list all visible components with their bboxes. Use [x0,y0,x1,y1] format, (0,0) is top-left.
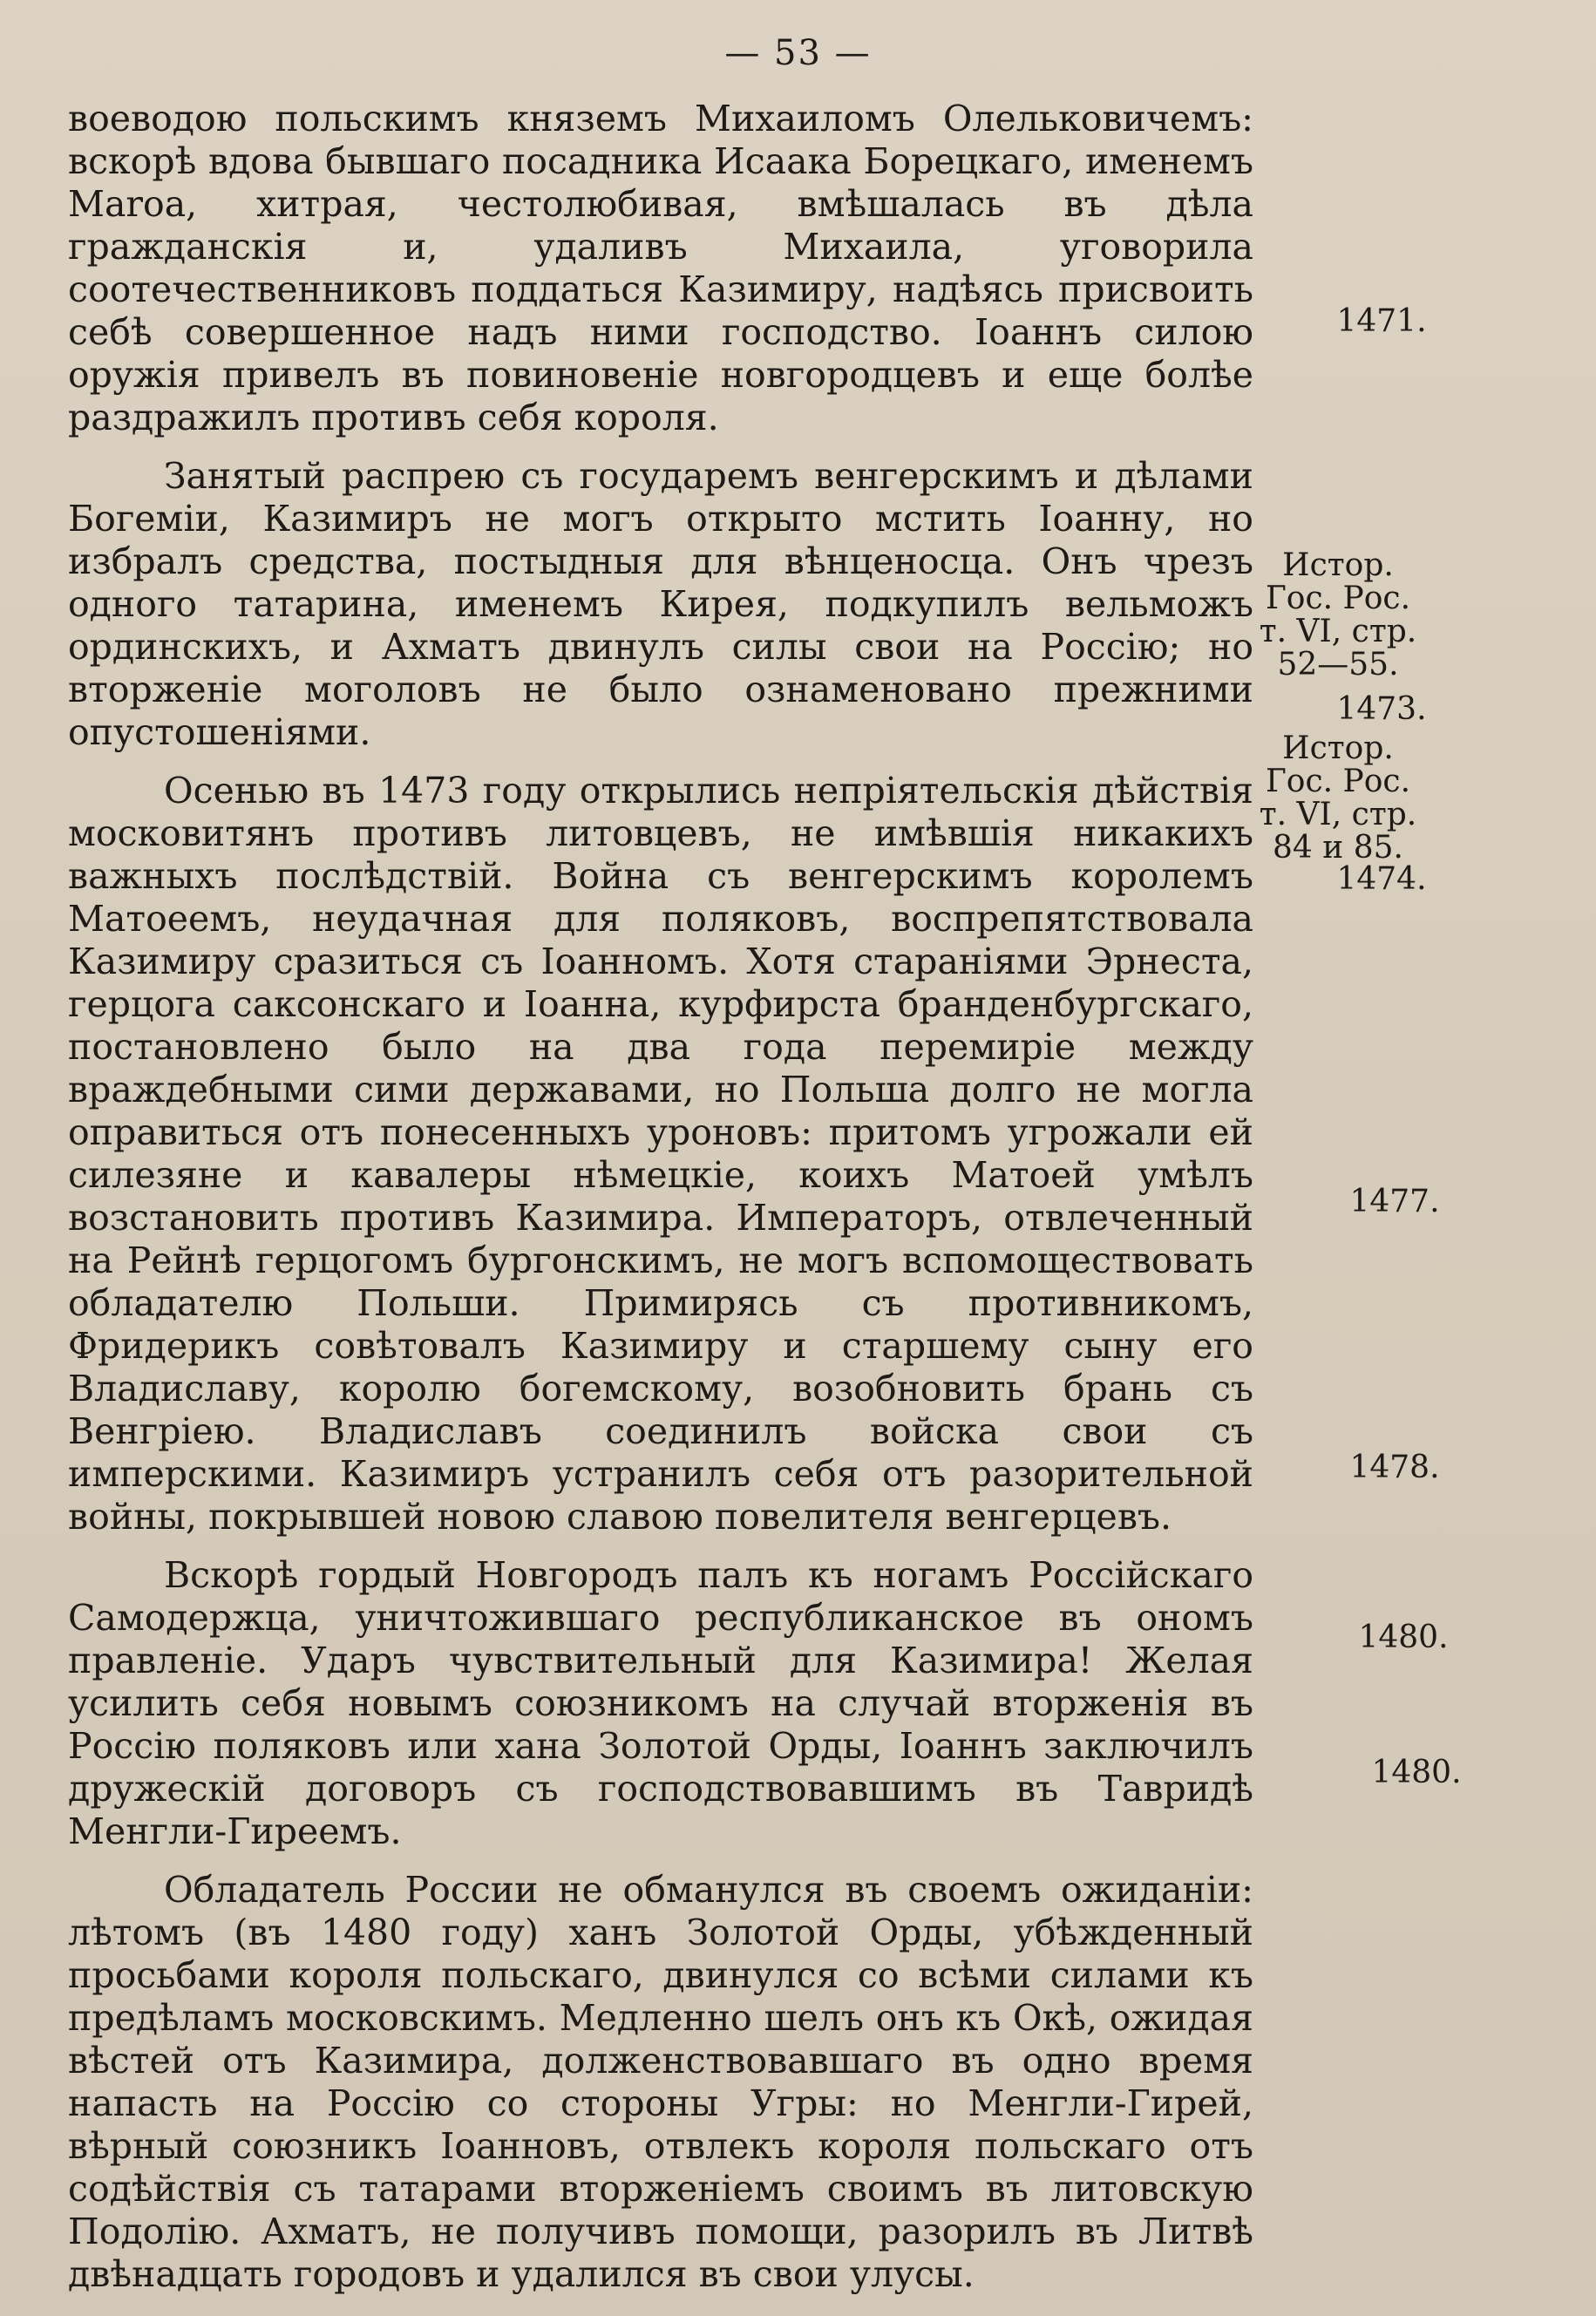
margin-note-year: 1471. [1336,303,1427,339]
paragraph-4: Вскорѣ гордый Новгородъ палъ къ ногамъ Россійскаго Самодержца, уничтожившаго республиканское въ ономъ правленіе. Ударъ чувствительный для Казимира! Желая усилить себя новымъ союзникомъ на случай вторженія въ Россію поляковъ или хана Золотой Орды, Іоаннъ заключилъ дружескій договоръ съ господствовавшимъ въ Тавридѣ Менгли-Гиреемъ. [68,1554,1253,1852]
paragraph-5: Обладатель России не обманулся въ своемъ ожиданіи: лѣтомъ (въ 1480 году) ханъ Золотой Орды, убѣжденный просьбами короля польскаго, двинулся со всѣми силами къ предѣламъ московскимъ. Медленно шелъ онъ къ Окѣ, ожидая вѣстей отъ Казимира, долженствовавшаго въ одно время напасть на Россію со стороны Угры: но Менгли-Гирей, вѣрный союзникъ Іоанновъ, отвлекъ короля польскаго отъ содѣйствія съ татарами вторженіемъ своимъ въ литовскую Подолію. Ахматъ, не получивъ помощи, разорилъ въ Литвѣ двѣнадцать городовъ и удалился въ свои улусы. [68,1869,1253,2295]
margin-note-year: 1478. [1349,1450,1440,1485]
margin-note-year: 1477. [1349,1184,1440,1219]
paragraph-2: Занятый распрею съ государемъ венгерскимъ и дѣлами Богеміи, Казимиръ не могъ открыто мстить Іоанну, но избралъ средства, постыдныя для вѣнценосца. Онъ чрезъ одного татарина, именемъ Кирея, подкупилъ вельможъ ординскихъ, и Ахматъ двинулъ силы свои на Россію; но вторженіе моголовъ не было ознаменовано прежними опустошеніями. [68,455,1253,753]
paragraph-1: воеводою польскимъ княземъ Михаиломъ Олельковичемъ: вскорѣ вдова бывшаго посадника Исаака Борецкаго, именемъ Маrоа, хитрая, честолюбивая, вмѣшалась въ дѣла гражданскія и, удаливъ Михаила, уговорила соотечественниковъ поддаться Казимиру, надѣясь присвоить себѣ совершенное надъ ними господство. Іоаннъ силою оружія привелъ въ повиновеніе новгородцевъ и еще болѣе раздражилъ противъ себя короля. [68,98,1253,438]
paragraph-3: Осенью въ 1473 году открылись непріятельскія дѣйствія московитянъ противъ литовцевъ, не имѣвшія никакихъ важныхъ послѣдствій. Война съ венгерскимъ королемъ Матоеемъ, неудачная для поляковъ, воспрепятствовала Казимиру сразиться съ Іоанномъ. Хотя стараніями Эрнеста, герцога саксонскаго и Іоанна, курфирста бранденбургскаго, постановлено было на два года перемиріе между враждебными сими державами, но Польша долго не могла оправиться отъ понесенныхъ уроновъ: притомъ угрожали ей силезяне и кавалеры нѣмецкіе, коихъ Матоей умѣлъ возстановить противъ Казимира. Императоръ, отвлеченный на Рейнѣ герцогомъ бургонскимъ, не могъ вспомоществовать обладателю Польши. Примирясь съ противникомъ, Фридерикъ совѣтовалъ Казимиру и старшему сыну его Владиславу, королю богемскому, возобновить брань съ Венгріею. Владиславъ соединилъ войска свои съ имперскими. Казимиръ устранилъ себя отъ разорительной войны, покрывшей новою славою повелителя венгерцевъ. [68,770,1253,1538]
main-text [68,98,1253,2312]
margin-note-year: 1473. [1336,691,1427,727]
margin-note-reference: Истор. Гос. Рос. т. VI, стр. 52—55. [1259,547,1417,683]
margin-note-reference: Истор. Гос. Рос. т. VI, стр. 84 и 85. [1259,730,1417,866]
margin-note-year: 1480. [1371,1755,1462,1790]
margin-note-year: 1474. [1336,861,1427,897]
margin-note-year: 1480. [1358,1620,1449,1655]
page-number: — 53 — [724,33,872,73]
